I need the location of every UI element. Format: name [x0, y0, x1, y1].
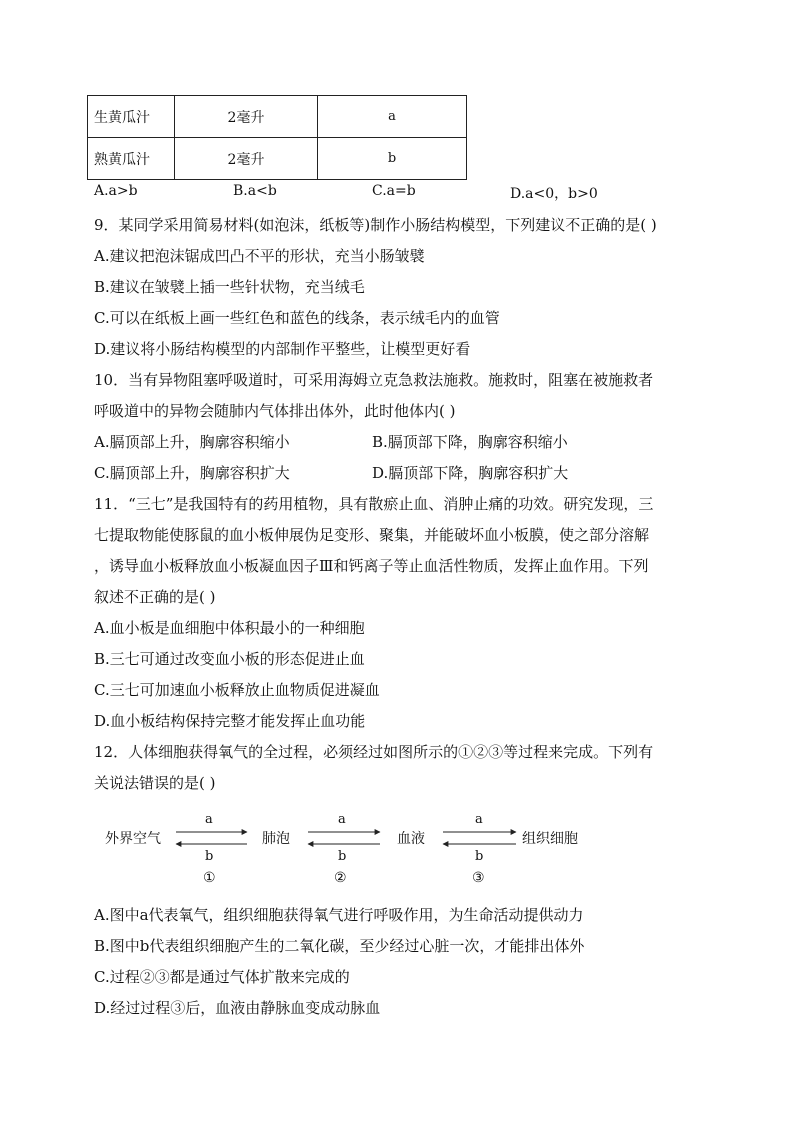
step-2-marker: ②	[334, 870, 347, 886]
q11-option-b: B.三七可通过改变血小板的形态促进止血	[94, 650, 365, 668]
q12-option-c: C.过程②③都是通过气体扩散来完成的	[94, 968, 350, 986]
q10-option-d: D.膈顶部下降，胸廓容积扩大	[372, 464, 569, 482]
label-b-3: b	[475, 849, 484, 864]
label-a-3: a	[475, 812, 483, 827]
node-alveoli: 肺泡	[262, 831, 290, 847]
q9-option-b: B.建议在皱襞上插一些针状物，充当绒毛	[94, 278, 365, 296]
q11-option-a: A.血小板是血细胞中体积最小的一种细胞	[94, 619, 365, 637]
step-3-marker: ③	[472, 870, 485, 886]
q8-option-d: D.a<0，b>0	[510, 186, 598, 202]
q10-option-c: C.膈顶部上升，胸廓容积扩大	[94, 464, 290, 482]
q12-option-b: B.图中b代表组织细胞产生的二氧化碳，至少经过心脏一次，才能排出体外	[94, 937, 585, 955]
q10-stem-line-1: 10．当有异物阻塞呼吸道时，可采用海姆立克急救法施救。施救时，阻塞在被施救者	[94, 371, 654, 389]
label-b-2: b	[338, 849, 347, 864]
node-tissue-cells: 组织细胞	[522, 831, 578, 847]
q11-stem-line-2: 七提取物能使豚鼠的血小板伸展伪足变形、聚集，并能破坏血小板膜，使之部分溶解	[94, 526, 650, 544]
q9-option-a: A.建议把泡沫锯成凹凸不平的形状，充当小肠皱襞	[94, 247, 425, 265]
q8-option-a: A.a>b	[94, 183, 138, 199]
q11-stem-line-3: ，诱导血小板释放血小板凝血因子Ⅲ和钙离子等止血活性物质，发挥止血作用。下列	[94, 557, 649, 575]
label-a-1: a	[205, 812, 213, 827]
q10-option-b: B.膈顶部下降，胸廓容积缩小	[372, 433, 568, 451]
q9-stem: 9．某同学采用简易材料(如泡沫，纸板等)制作小肠结构模型，下列建议不正确的是( )	[94, 216, 657, 234]
table-cell: 2毫升	[175, 96, 318, 138]
q10-option-a: A.膈顶部上升，胸廓容积缩小	[94, 433, 290, 451]
table-cell: 2毫升	[175, 138, 318, 180]
q12-option-d: D.经过过程③后，血液由静脉血变成动脉血	[94, 999, 381, 1017]
label-b-1: b	[205, 849, 214, 864]
step-1-marker: ①	[203, 870, 216, 886]
q9-option-d: D.建议将小肠结构模型的内部制作平整些，让模型更好看	[94, 340, 471, 358]
q12-stem-line-2: 关说法错误的是( )	[94, 774, 216, 792]
table-cell: 熟黄瓜汁	[88, 138, 175, 180]
q8-option-c: C.a=b	[372, 183, 416, 199]
q11-stem-line-1: 11．“三七”是我国特有的药用植物，具有散瘀止血、消肿止痛的功效。研究发现，三	[94, 495, 654, 513]
table-cell: 生黄瓜汁	[88, 96, 175, 138]
q10-stem-line-2: 呼吸道中的异物会随肺内气体排出体外，此时他体内( )	[94, 402, 456, 420]
table-cell: b	[318, 138, 467, 180]
q12-option-a: A.图中a代表氧气，组织细胞获得氧气进行呼吸作用，为生命活动提供动力	[94, 906, 584, 924]
label-a-2: a	[338, 812, 346, 827]
q9-option-c: C.可以在纸板上画一些红色和蓝色的线条，表示绒毛内的血管	[94, 309, 500, 327]
node-outside-air: 外界空气	[105, 831, 161, 847]
q12-stem-line-1: 12．人体细胞获得氧气的全过程，必须经过如图所示的①②③等过程来完成。下列有	[94, 743, 654, 761]
node-blood: 血液	[397, 831, 425, 847]
q11-option-c: C.三七可加速血小板释放止血物质促进凝血	[94, 681, 380, 699]
q8-option-b: B.a<b	[233, 183, 277, 199]
q11-option-d: D.血小板结构保持完整才能发挥止血功能	[94, 712, 366, 730]
table-cell: a	[318, 96, 467, 138]
q11-stem-line-4: 叙述不正确的是( )	[94, 588, 216, 606]
